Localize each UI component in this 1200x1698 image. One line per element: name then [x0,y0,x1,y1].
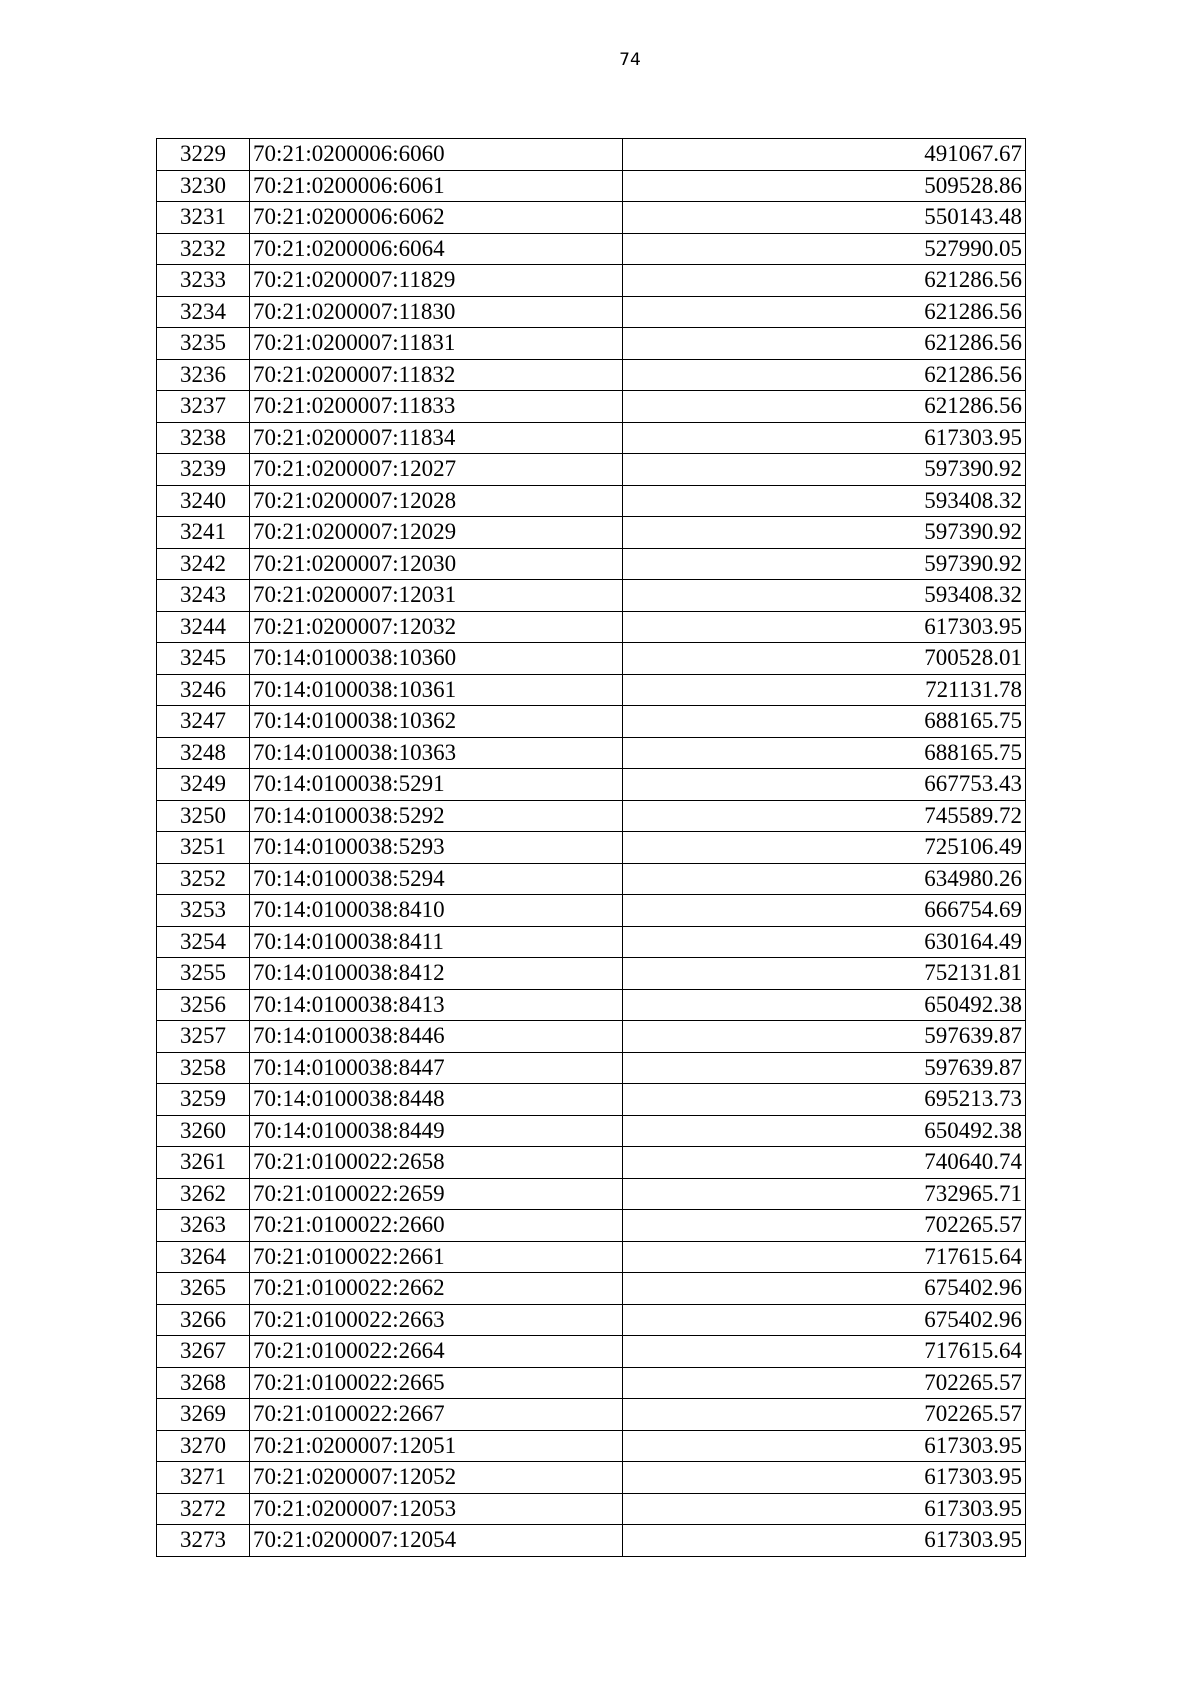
cadastral-number-cell: 70:14:0100038:10363 [250,737,623,769]
cadastral-value-cell: 630164.49 [623,926,1026,958]
table-row [157,1021,1026,1053]
table-row [157,485,1026,517]
cadastral-number-cell: 70:14:0100038:5293 [250,832,623,864]
row-number-cell: 3237 [157,391,250,423]
row-number-cell: 3263 [157,1210,250,1242]
cadastral-value-cell: 621286.56 [623,265,1026,297]
table-row [157,926,1026,958]
row-number-cell: 3264 [157,1241,250,1273]
cadastral-number-cell: 70:14:0100038:8413 [250,989,623,1021]
row-number-cell: 3258 [157,1052,250,1084]
cadastral-value-cell: 740640.74 [623,1147,1026,1179]
table-row [157,1430,1026,1462]
table-row [157,265,1026,297]
cadastral-number-cell: 70:21:0200007:11832 [250,359,623,391]
cadastral-number-cell: 70:14:0100038:8411 [250,926,623,958]
cadastral-value-cell: 617303.95 [623,1493,1026,1525]
cadastral-number-cell: 70:21:0200007:12027 [250,454,623,486]
table-row [157,737,1026,769]
row-number-cell: 3231 [157,202,250,234]
cadastral-value-cell: 702265.57 [623,1367,1026,1399]
row-number-cell: 3235 [157,328,250,360]
cadastral-value-cell: 491067.67 [623,139,1026,171]
table-row [157,958,1026,990]
row-number-cell: 3270 [157,1430,250,1462]
row-number-cell: 3229 [157,139,250,171]
row-number-cell: 3257 [157,1021,250,1053]
row-number-cell: 3243 [157,580,250,612]
row-number-cell: 3236 [157,359,250,391]
cadastral-value-cell: 634980.26 [623,863,1026,895]
row-number-cell: 3259 [157,1084,250,1116]
cadastral-number-cell: 70:21:0200007:11831 [250,328,623,360]
cadastral-number-cell: 70:14:0100038:10361 [250,674,623,706]
row-number-cell: 3244 [157,611,250,643]
table-row [157,202,1026,234]
row-number-cell: 3256 [157,989,250,1021]
table-row [157,1084,1026,1116]
row-number-cell: 3268 [157,1367,250,1399]
table-row [157,359,1026,391]
cadastral-value-cell: 597390.92 [623,454,1026,486]
table-row [157,328,1026,360]
cadastral-number-cell: 70:14:0100038:8446 [250,1021,623,1053]
row-number-cell: 3242 [157,548,250,580]
cadastral-number-cell: 70:21:0100022:2664 [250,1336,623,1368]
table-row [157,800,1026,832]
cadastral-number-cell: 70:14:0100038:10362 [250,706,623,738]
row-number-cell: 3230 [157,170,250,202]
cadastral-number-cell: 70:21:0100022:2660 [250,1210,623,1242]
cadastral-number-cell: 70:21:0200007:11829 [250,265,623,297]
cadastral-number-cell: 70:21:0200007:12030 [250,548,623,580]
cadastral-value-cell: 621286.56 [623,296,1026,328]
row-number-cell: 3251 [157,832,250,864]
row-number-cell: 3246 [157,674,250,706]
table-row [157,1210,1026,1242]
cadastral-value-cell: 621286.56 [623,391,1026,423]
row-number-cell: 3271 [157,1462,250,1494]
cadastral-number-cell: 70:14:0100038:8410 [250,895,623,927]
row-number-cell: 3245 [157,643,250,675]
cadastral-value-cell: 675402.96 [623,1273,1026,1305]
row-number-cell: 3273 [157,1525,250,1557]
cadastral-number-cell: 70:14:0100038:8447 [250,1052,623,1084]
cadastral-number-cell: 70:14:0100038:5294 [250,863,623,895]
row-number-cell: 3269 [157,1399,250,1431]
table-row [157,580,1026,612]
cadastral-value-cell: 666754.69 [623,895,1026,927]
cadastral-value-cell: 621286.56 [623,359,1026,391]
cadastral-value-cell: 702265.57 [623,1210,1026,1242]
cadastral-value-cell: 688165.75 [623,706,1026,738]
row-number-cell: 3239 [157,454,250,486]
cadastral-value-cell: 700528.01 [623,643,1026,675]
table-row [157,391,1026,423]
cadastral-value-cell: 527990.05 [623,233,1026,265]
row-number-cell: 3238 [157,422,250,454]
table-row [157,233,1026,265]
table-row [157,422,1026,454]
cadastral-number-cell: 70:21:0200007:11833 [250,391,623,423]
page-number: 74 [619,50,641,70]
cadastral-number-cell: 70:14:0100038:8448 [250,1084,623,1116]
cadastral-number-cell: 70:21:0200007:12051 [250,1430,623,1462]
cadastral-number-cell: 70:21:0100022:2658 [250,1147,623,1179]
cadastral-number-cell: 70:21:0200006:6064 [250,233,623,265]
cadastral-value-cell: 752131.81 [623,958,1026,990]
cadastral-number-cell: 70:14:0100038:10360 [250,643,623,675]
table-row [157,706,1026,738]
table-row [157,139,1026,171]
table-row [157,1273,1026,1305]
cadastral-number-cell: 70:14:0100038:8449 [250,1115,623,1147]
cadastral-value-cell: 650492.38 [623,1115,1026,1147]
cadastral-number-cell: 70:21:0200007:11834 [250,422,623,454]
cadastral-value-cell: 597390.92 [623,548,1026,580]
cadastral-number-cell: 70:14:0100038:5292 [250,800,623,832]
cadastral-value-cell: 597639.87 [623,1021,1026,1053]
row-number-cell: 3254 [157,926,250,958]
cadastral-number-cell: 70:21:0200007:12029 [250,517,623,549]
row-number-cell: 3232 [157,233,250,265]
table-row [157,1336,1026,1368]
cadastral-number-cell: 70:21:0100022:2659 [250,1178,623,1210]
table-row [157,1525,1026,1557]
table-row [157,989,1026,1021]
row-number-cell: 3261 [157,1147,250,1179]
cadastral-value-cell: 717615.64 [623,1336,1026,1368]
row-number-cell: 3266 [157,1304,250,1336]
row-number-cell: 3234 [157,296,250,328]
cadastral-value-cell: 717615.64 [623,1241,1026,1273]
table-row [157,895,1026,927]
cadastral-value-cell: 745589.72 [623,800,1026,832]
table-row [157,1147,1026,1179]
cadastral-number-cell: 70:21:0200007:11830 [250,296,623,328]
table-row [157,1399,1026,1431]
table-row [157,832,1026,864]
table-row [157,517,1026,549]
row-number-cell: 3252 [157,863,250,895]
table-row [157,643,1026,675]
cadastral-value-cell: 702265.57 [623,1399,1026,1431]
cadastral-number-cell: 70:21:0200006:6060 [250,139,623,171]
row-number-cell: 3233 [157,265,250,297]
cadastral-number-cell: 70:21:0200006:6061 [250,170,623,202]
cadastral-number-cell: 70:21:0200007:12053 [250,1493,623,1525]
table-row [157,1178,1026,1210]
table-row [157,769,1026,801]
cadastral-value-cell: 725106.49 [623,832,1026,864]
cadastral-value-cell: 695213.73 [623,1084,1026,1116]
cadastral-value-cell: 593408.32 [623,485,1026,517]
cadastral-value-cell: 721131.78 [623,674,1026,706]
cadastral-number-cell: 70:14:0100038:5291 [250,769,623,801]
table-row [157,863,1026,895]
cadastral-number-cell: 70:21:0100022:2661 [250,1241,623,1273]
cadastral-number-cell: 70:14:0100038:8412 [250,958,623,990]
cadastral-number-cell: 70:21:0100022:2667 [250,1399,623,1431]
table-row [157,1304,1026,1336]
cadastral-number-cell: 70:21:0200007:12052 [250,1462,623,1494]
cadastral-number-cell: 70:21:0100022:2662 [250,1273,623,1305]
cadastral-number-cell: 70:21:0200007:12054 [250,1525,623,1557]
table-row [157,1115,1026,1147]
cadastral-value-cell: 688165.75 [623,737,1026,769]
row-number-cell: 3265 [157,1273,250,1305]
cadastral-value-cell: 550143.48 [623,202,1026,234]
row-number-cell: 3253 [157,895,250,927]
cadastral-number-cell: 70:21:0100022:2665 [250,1367,623,1399]
table-row [157,548,1026,580]
cadastral-value-cell: 667753.43 [623,769,1026,801]
row-number-cell: 3255 [157,958,250,990]
cadastral-value-cell: 509528.86 [623,170,1026,202]
cadastral-number-cell: 70:21:0100022:2663 [250,1304,623,1336]
table-row [157,454,1026,486]
cadastral-value-cell: 617303.95 [623,1525,1026,1557]
row-number-cell: 3267 [157,1336,250,1368]
table-row [157,170,1026,202]
row-number-cell: 3240 [157,485,250,517]
table-row [157,1241,1026,1273]
cadastral-value-cell: 621286.56 [623,328,1026,360]
cadastral-value-cell: 675402.96 [623,1304,1026,1336]
table-row [157,611,1026,643]
table-row [157,1462,1026,1494]
row-number-cell: 3241 [157,517,250,549]
row-number-cell: 3272 [157,1493,250,1525]
cadastral-value-table [156,138,1026,1557]
cadastral-value-cell: 617303.95 [623,611,1026,643]
row-number-cell: 3248 [157,737,250,769]
table-row [157,1367,1026,1399]
row-number-cell: 3249 [157,769,250,801]
table-row [157,1052,1026,1084]
row-number-cell: 3260 [157,1115,250,1147]
cadastral-value-cell: 617303.95 [623,1430,1026,1462]
table-row [157,674,1026,706]
cadastral-value-cell: 597390.92 [623,517,1026,549]
cadastral-value-cell: 597639.87 [623,1052,1026,1084]
cadastral-value-cell: 650492.38 [623,989,1026,1021]
cadastral-number-cell: 70:21:0200006:6062 [250,202,623,234]
cadastral-number-cell: 70:21:0200007:12032 [250,611,623,643]
cadastral-number-cell: 70:21:0200007:12028 [250,485,623,517]
cadastral-number-cell: 70:21:0200007:12031 [250,580,623,612]
table-body [157,139,1026,1557]
table-row [157,296,1026,328]
cadastral-value-cell: 617303.95 [623,422,1026,454]
cadastral-value-cell: 593408.32 [623,580,1026,612]
cadastral-value-cell: 732965.71 [623,1178,1026,1210]
row-number-cell: 3250 [157,800,250,832]
table-row [157,1493,1026,1525]
row-number-cell: 3247 [157,706,250,738]
cadastral-value-cell: 617303.95 [623,1462,1026,1494]
row-number-cell: 3262 [157,1178,250,1210]
